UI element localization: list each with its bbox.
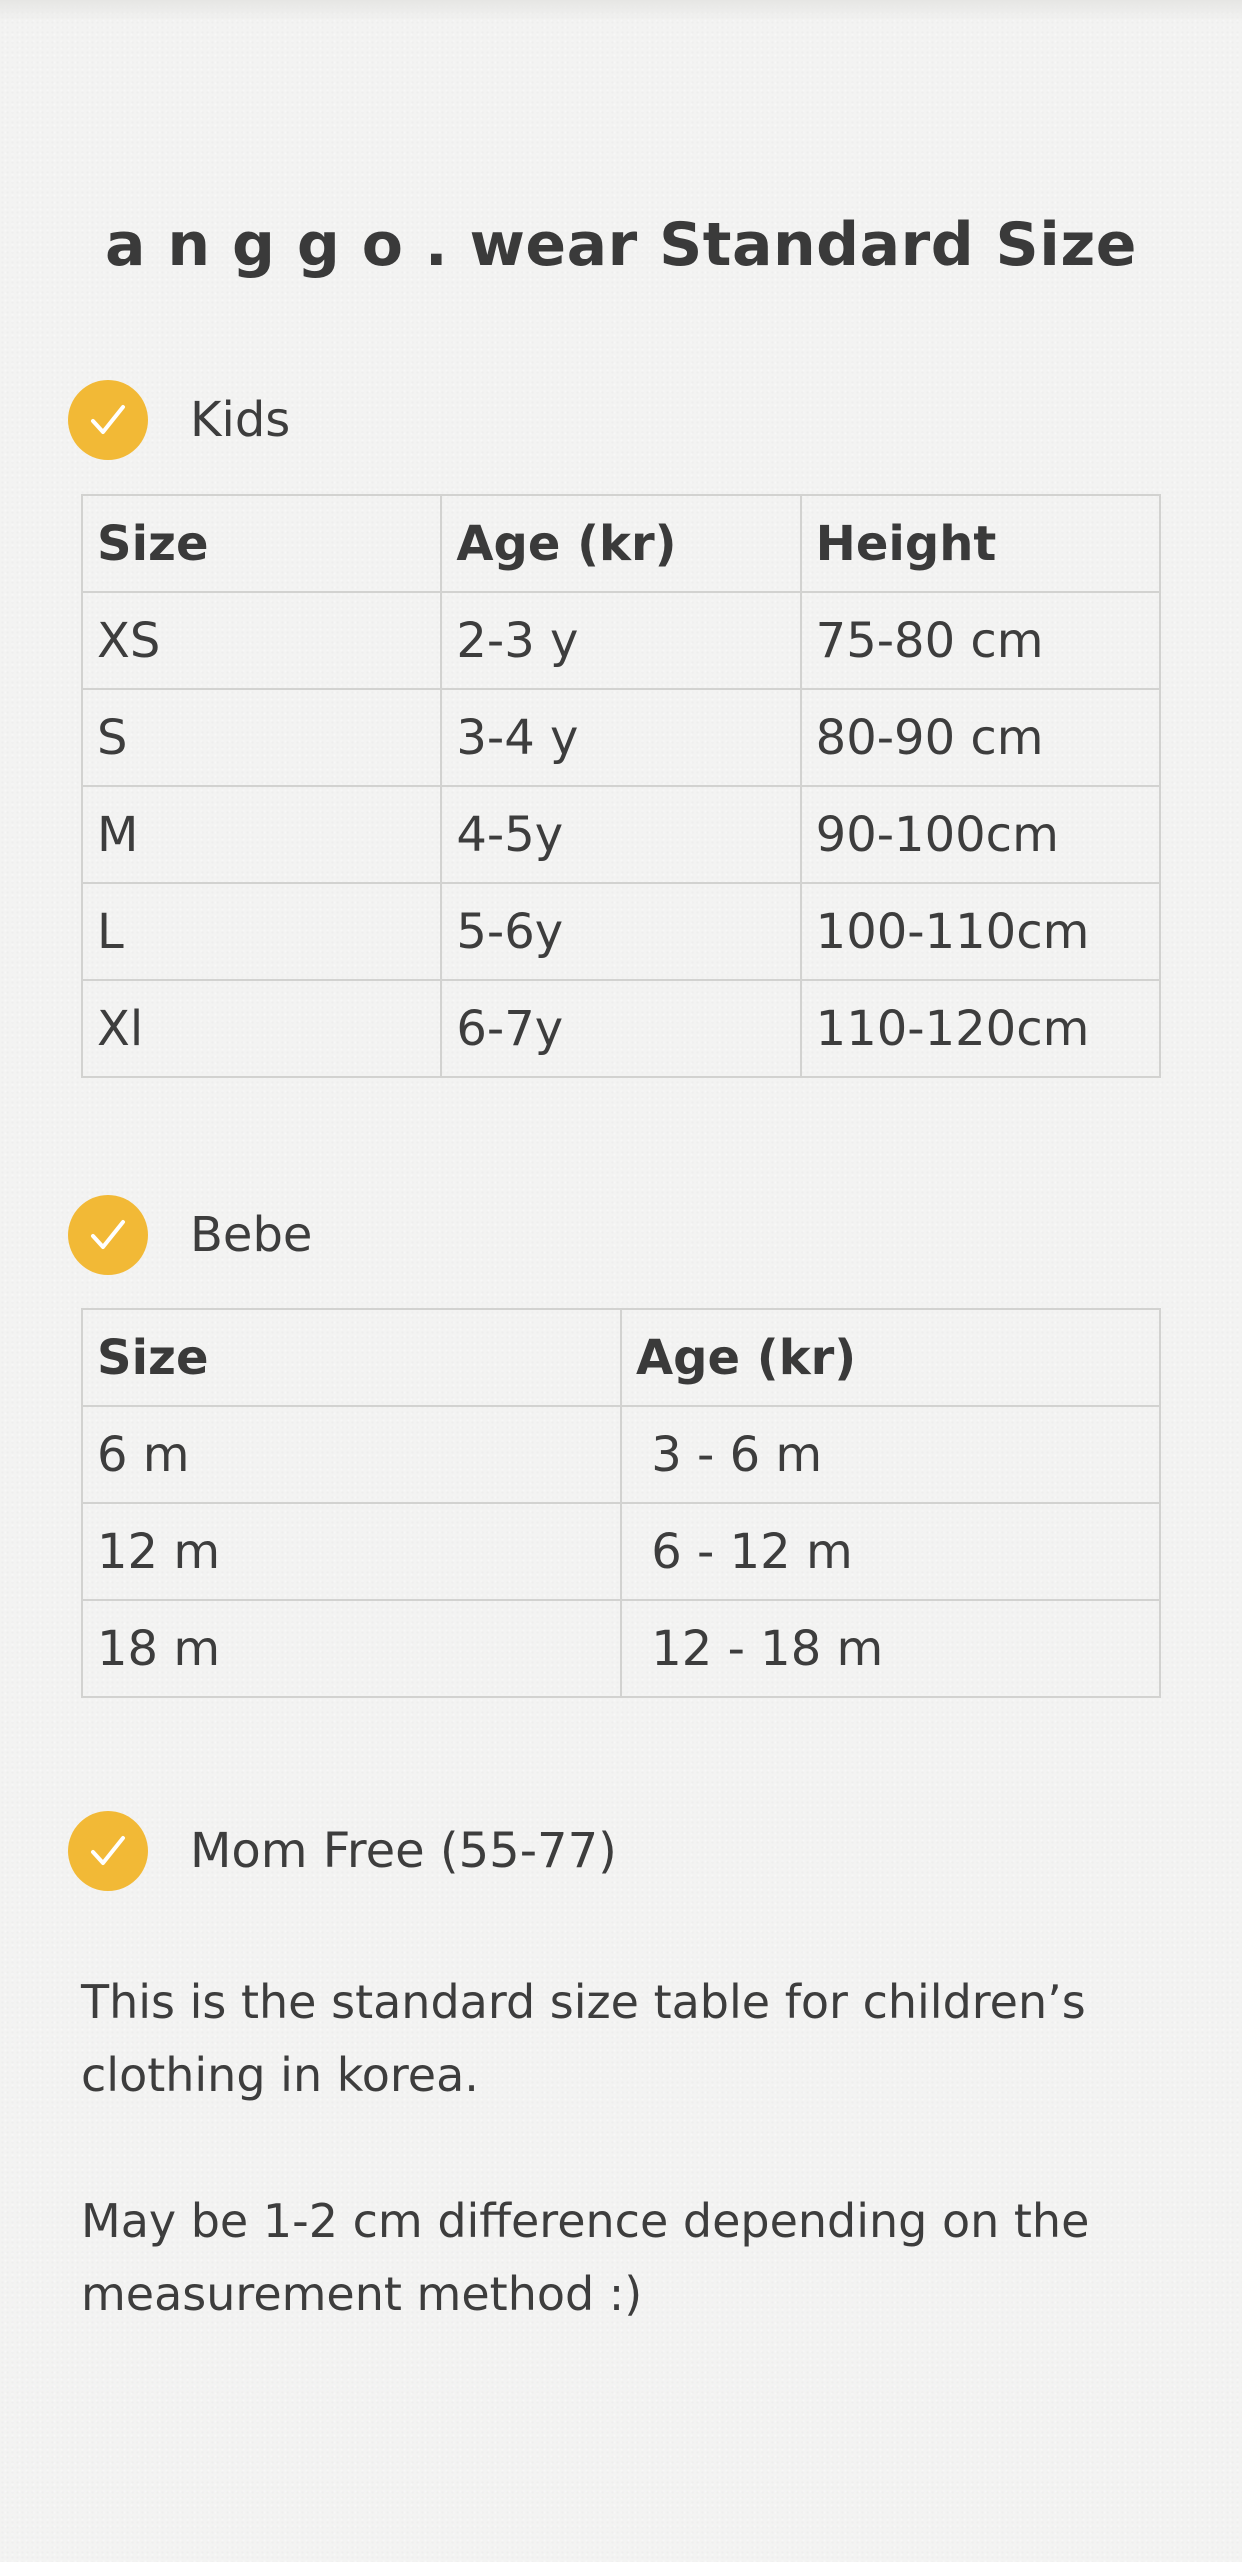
table-cell: Xl [82, 980, 441, 1077]
top-edge-shadow [0, 0, 1242, 22]
table-cell: 2-3 y [441, 592, 800, 689]
column-header: Age (kr) [621, 1309, 1160, 1406]
table-cell: 110-120cm [801, 980, 1160, 1077]
kids-size-table [81, 494, 1161, 1078]
table-row [82, 689, 1160, 786]
mom-section-heading [68, 1811, 617, 1891]
table-cell: 3-4 y [441, 689, 800, 786]
table-cell: 18 m [82, 1600, 621, 1697]
table-row [82, 980, 1160, 1077]
table-cell: 3 - 6 m [621, 1406, 1160, 1503]
column-header: Height [801, 495, 1160, 592]
size-note-difference: May be 1-2 cm difference depending on the measurement method :) [81, 2194, 1090, 2321]
check-circle-icon [68, 380, 148, 460]
table-cell: 6-7y [441, 980, 800, 1077]
table-cell: 12 - 18 m [621, 1600, 1160, 1697]
check-circle-icon [68, 1811, 148, 1891]
table-cell: XS [82, 592, 441, 689]
column-header: Size [82, 495, 441, 592]
table-cell: 4-5y [441, 786, 800, 883]
table-cell: 75-80 cm [801, 592, 1160, 689]
size-note-standard: This is the standard size table for children’s clothing in korea. [81, 1975, 1086, 2102]
table-cell: 5-6y [441, 883, 800, 980]
bebe-size-table [81, 1308, 1161, 1698]
table-cell: S [82, 689, 441, 786]
kids-heading-label: Kids [190, 392, 291, 448]
column-header: Age (kr) [441, 495, 800, 592]
table-cell: 6 - 12 m [621, 1503, 1160, 1600]
table-cell: L [82, 883, 441, 980]
table-header-row [82, 495, 1160, 592]
table-cell: 90-100cm [801, 786, 1160, 883]
column-header: Size [82, 1309, 621, 1406]
bebe-section-heading [68, 1195, 312, 1275]
table-row [82, 1503, 1160, 1600]
kids-section-heading [68, 380, 290, 460]
bebe-heading-label: Bebe [190, 1207, 313, 1263]
table-cell: 12 m [82, 1503, 621, 1600]
table-cell: 6 m [82, 1406, 621, 1503]
mom-heading-label: Mom Free (55-77) [190, 1823, 617, 1879]
table-row [82, 1406, 1160, 1503]
table-cell: 80-90 cm [801, 689, 1160, 786]
table-row [82, 786, 1160, 883]
table-row [82, 592, 1160, 689]
check-circle-icon [68, 1195, 148, 1275]
table-cell: 100-110cm [801, 883, 1160, 980]
table-row [82, 1600, 1160, 1697]
table-row [82, 883, 1160, 980]
table-header-row [82, 1309, 1160, 1406]
table-cell: M [82, 786, 441, 883]
page-title: a n g g o . wear Standard Size [105, 210, 1137, 280]
